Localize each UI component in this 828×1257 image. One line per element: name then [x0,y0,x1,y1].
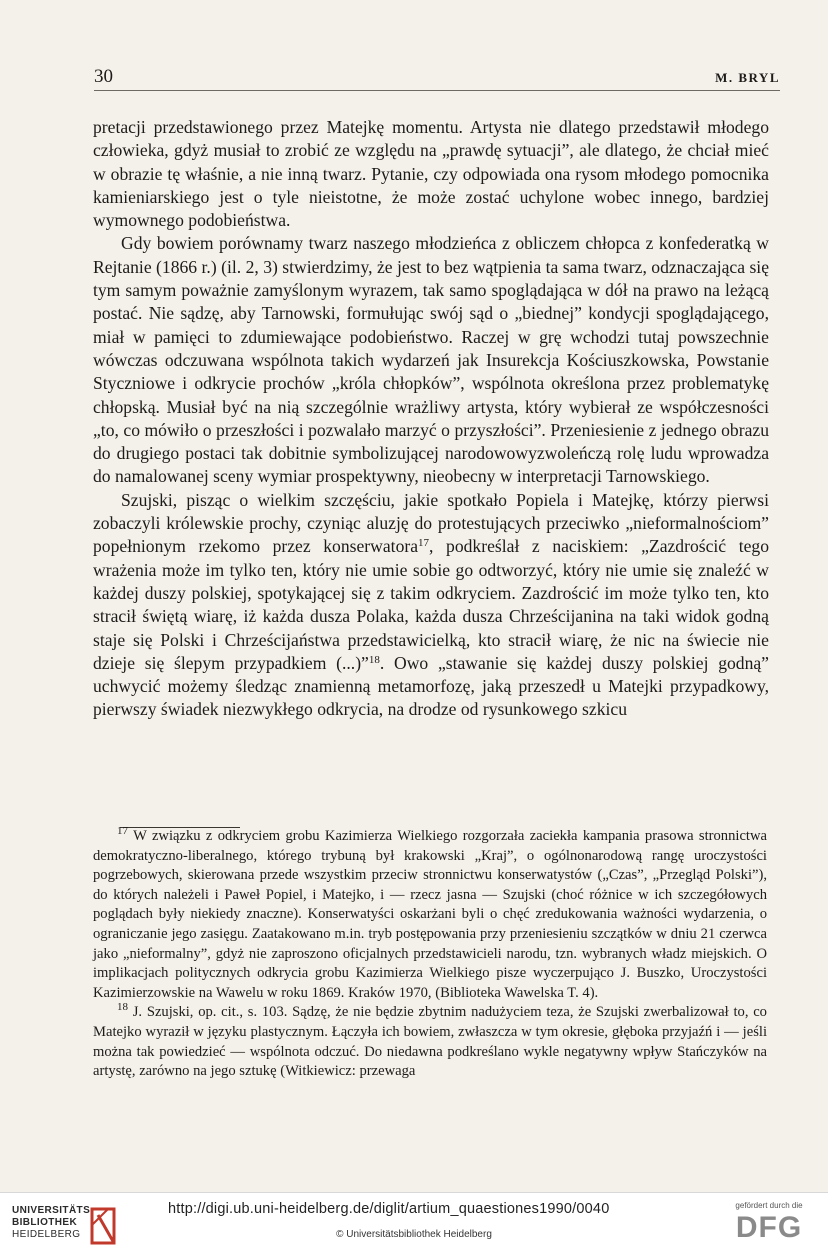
footnotes [93,827,767,1082]
body-text [93,116,769,722]
library-logo[interactable] [12,1205,172,1249]
paragraph-3-part-3: . Owo „stawanie się każdej duszy polskiej godną” uchwycić możemy śledząc znamienną metamorfozę, jaką przeszedł u Matejki przypadkowy, pierwszy świadek niezwykłego odkrycia, na drodze od rysunkowego szkicu [93,652,769,720]
funding-caption: gefördert durch die [735,1201,803,1210]
funding-badge[interactable] [724,1201,814,1244]
paragraph-3-part-2: , podkreślał z naciskiem: „Zazdrościć tego wrażenia może im tylko ten, który nie umie sobie go odtworzyć, który nie umie się znaleźć w każdej duszy polskiej, spotykającej się z takim odkryciem. Zazdrościć im może tylko ten, kto stracił świętą wiarę, iż każda dusza Polaka, każda dusza Chrześcijanina na taki widok godną staje się Polski i Chrześcijaństwa przedstawicielką, kto stracił wiarę, że nic na świecie nie dzieje się ślepym przypadkiem (...)” [93,536,769,673]
footnote-17-marker: 17 [117,825,128,837]
viewer-footer [0,1192,828,1257]
page-number: 30 [94,66,113,87]
footnote-17-text: W związku z odkryciem grobu Kazimierza Wielkiego rozgorzała zaciekła kampania prasowa stronnictwa demokratyczno-liberalnego, którego trybuną był krakowski „Kraj”, o ogólnonarodową rangę uroczystości pogrzebowych, skierowana przede wszystkim przeciw stronnictwu konserwatystów („Czas”, „Przegląd Polski”), do których należeli i Paweł Popiel, i Matejko, i — rzecz jasna — Szujski (choć różnice w ich szczegółowych poglądach były niekiedy znaczne). Konserwatyści oskarżani byli o chęć zredukowania ważności wydarzenia, o ograniczanie jego zasięgu. Zaatakowano m.in. tryb postępowania przy przeniesieniu szczątków w dniu 21 czerwca jako „nieformalny”, gdyż nie zaproszono oficjalnych przedstawicieli narodu, tzn. wybranych władz miejskich. O implikacjach politycznych odkrycia grobu Kazimierza Wielkiego pisze wyczerpująco J. Buszko, Uroczystości Kazimierzowskie na Wawelu w roku 1869. Kraków 1970, (Biblioteka Wawelska T. 4). [93,828,767,1001]
footnote-18 [93,1003,767,1081]
document-url[interactable]: http://digi.ub.uni-heidelberg.de/diglit/artium_quaestiones1990/0040 [168,1201,610,1217]
paragraph-3-part-1: Szujski, pisząc o wielkim szczęściu, jakie spotkało Popiela i Matejkę, którzy pierwsi zobaczyli królewskie prochy, czyniąc aluzję do protestujących przeciwko „nieformalnościom” popełnionym rzekomo przez konserwatora [93,489,769,557]
footnote-18-text: J. Szujski, op. cit., s. 103. Sądzę, że nie będzie zbytnim nadużyciem teza, że Szujski zwerbalizował to, co Matejko wyraził w języku plastycznym. Łączyła ich bowiem, zwłaszcza w tym okresie, głęboka przyjaźń i — jeśli można tak powiedzieć — wspólnota odczuć. Do niedawna podkreślano wykle negatywny wpływ Stańczyków na artystę, zarówno na jego sztukę (Witkiewicz: przewaga [93,1004,767,1080]
paragraph-2: Gdy bowiem porównamy twarz naszego młodzieńca z obliczem chłopca z konfederatką w Rejtanie (1866 r.) (il. 2, 3) stwierdzimy, że jest to bez wątpienia ta sama twarz, odznaczająca się tym samym poważnie zamyślonym wyrazem, tak samo spoglądająca w dół na prawo na leżącą postać. Nie sądzę, aby Tarnowski, formułując swój sąd o „biednej” kondycji spoglądającego, miał w pamięci to zdumiewające podobieństwo. Raczej w grę wchodzi tutaj powszechnie wówczas odczuwana wspólnota takich wydarzeń jak Insurekcja Kościuszkowska, Powstanie Styczniowe i odkrycie prochów „króla chłopków”, wspólnota określona przez problematykę chłopską. Musiał być na nią szczególnie wrażliwy artysta, który wybierał ze współczesności „to, co mówiło o przeszłości i pozwalało marzyć o przyszłości”. Przeniesienie z jednego obrazu do drugiego postaci tak dobitnie symbolizującej narodowowyzwoleńczą rolę ludu wprowadza do namalowanej sceny wymiar prospektywny, nieobecny w interpretacji Tarnowskiego. [93,233,769,487]
library-name-line-3: HEIDELBERG [12,1229,81,1240]
footnote-ref-17[interactable]: 17 [418,537,430,550]
library-emblem-icon [84,1205,128,1249]
paragraph-3 [93,489,769,722]
page-header [94,66,780,91]
footnote-ref-18[interactable]: 18 [368,653,380,666]
dfg-logo-icon: DFG [735,1211,803,1244]
running-head: M. BRYL [715,70,780,85]
paragraph-1: pretacji przedstawionego przez Matejkę momentu. Artysta nie dlatego przedstawił młodego człowieka, gdyż musiał to zrobić ze względu na „prawdę sytuacji”, ale dlatego, że chciał mieć w obrazie tę właśnie, a nie inną twarz. Pytanie, czy odpowiada ona rysom młodego pomocnika kamieniarskiego jest o tyle nieistotne, że może zostać uchylone wobec innego, bardziej wymownego podobieństwa. [93,117,769,231]
footnote-17 [93,827,767,1003]
library-name-line-2: BIBLIOTHEK [12,1217,78,1228]
footnote-18-marker: 18 [117,1001,128,1014]
library-name-line-1: UNIVERSITÄTS- [12,1205,94,1216]
copyright-notice: © Universitätsbibliothek Heidelberg [336,1229,492,1240]
